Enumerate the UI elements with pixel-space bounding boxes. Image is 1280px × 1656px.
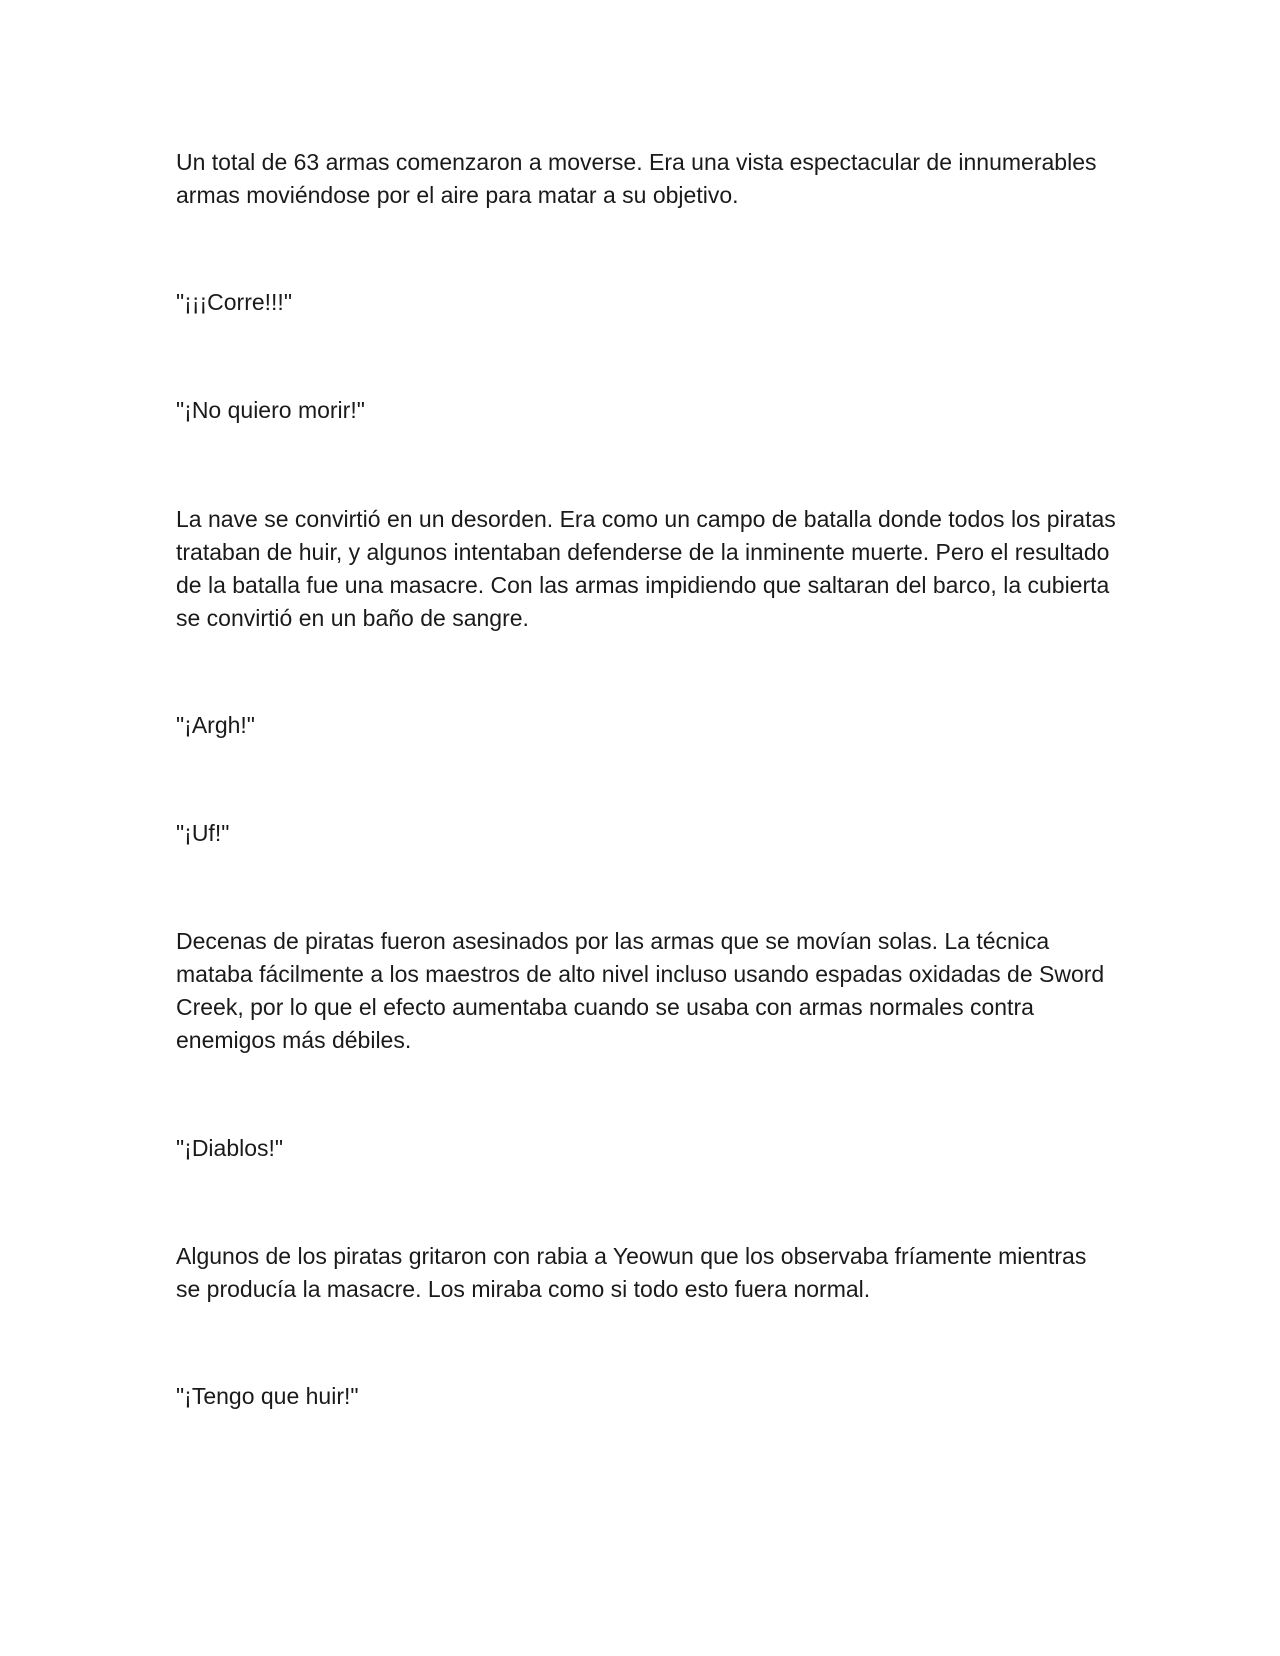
dialogue-line: "¡Uf!" (176, 820, 230, 846)
dialogue-line: "¡Diablos!" (176, 1135, 284, 1161)
narration-paragraph: La nave se convirtió en un desorden. Era como un campo de batalla donde todos los piratas trataban de huir, y algunos intentaban defenderse de la inminente muerte. Pero el resultado de la batalla fue una masacre. Con las armas impidiendo que saltaran del barco, la cubierta se convirtió en un baño de sangre. (176, 506, 1116, 631)
narration-paragraph: Algunos de los piratas gritaron con rabia a Yeowun que los observaba fríamente mientras se producía la masacre. Los miraba como si todo esto fuera normal. (176, 1243, 1087, 1302)
dialogue-line: "¡¡¡Corre!!!" (176, 289, 292, 315)
dialogue-line: "¡No quiero morir!" (176, 397, 365, 423)
narration-paragraph: Decenas de piratas fueron asesinados por las armas que se movían solas. La técnica mataba fácilmente a los maestros de alto nivel incluso usando espadas oxidadas de Sword Creek, por lo que el efecto aumentaba cuando se usaba con armas normales contra enemigos más débiles. (176, 928, 1105, 1053)
narration-paragraph: Un total de 63 armas comenzaron a moverse. Era una vista espectacular de innumerables armas moviéndose por el aire para matar a su objetivo. (176, 149, 1097, 208)
dialogue-line: "¡Argh!" (176, 712, 255, 738)
dialogue-line: "¡Tengo que huir!" (176, 1383, 359, 1409)
